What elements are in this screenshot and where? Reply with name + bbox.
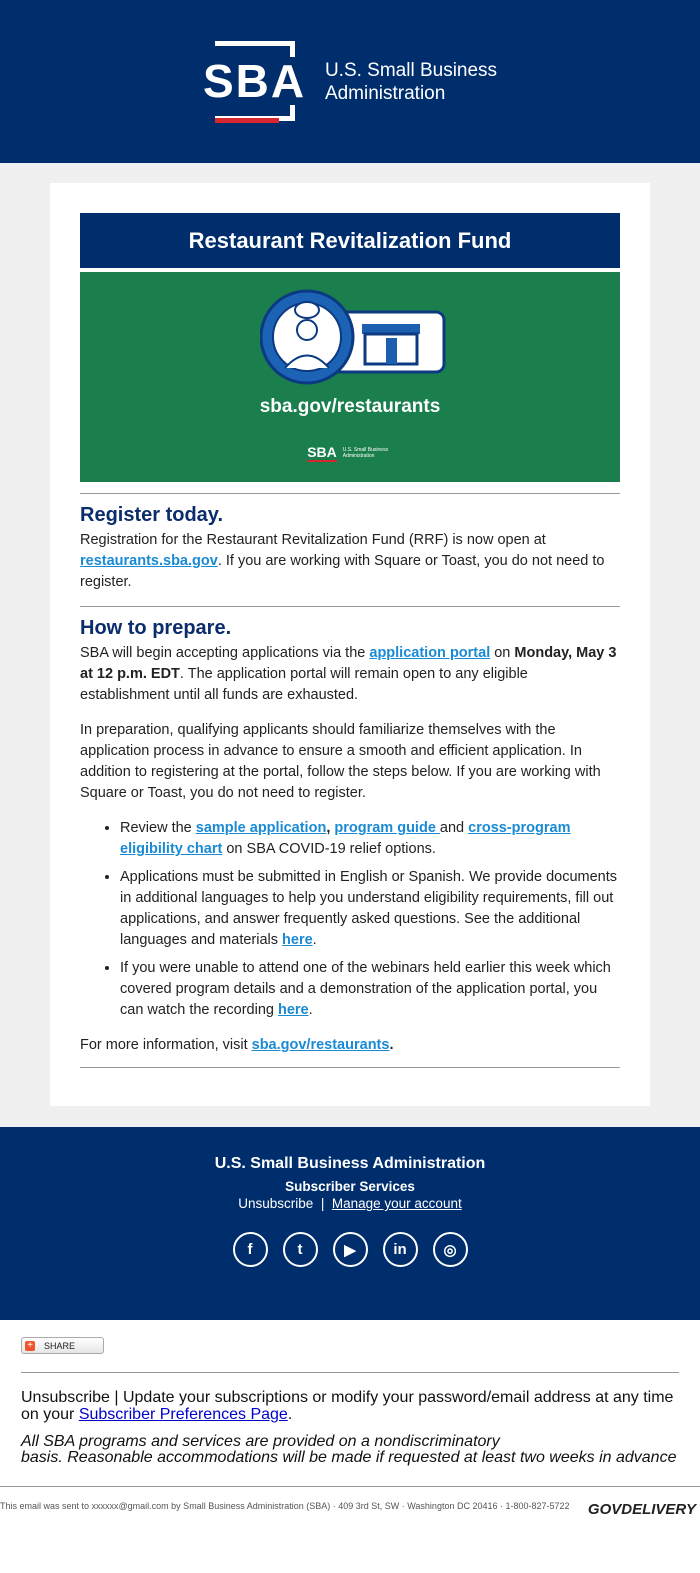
- eligibility-chart-link[interactable]: cross-program eligibility chart: [120, 820, 571, 857]
- banner-image[interactable]: [80, 272, 620, 482]
- divider: [80, 493, 620, 494]
- list-item: • Applications must be submitted in English or Spanish. We provide documents in additional languages to help you understand eligibility requirements, fill out applications, and answer frequently asked questions. See the additional languages and materials here.: [120, 867, 620, 951]
- prepare-heading: How to prepare.: [80, 617, 232, 639]
- divider: [80, 1067, 620, 1068]
- email-card: [50, 183, 650, 1106]
- more-info-text: For more information, visit sba.gov/restaurants.: [80, 1037, 394, 1053]
- register-text: Registration for the Restaurant Revitalization Fund (RRF) is now open at restaurants.sba.gov. If you are working with Square or Toast, you do not need to register.: [80, 532, 605, 590]
- banner-url: sba.gov/restaurants: [259, 396, 441, 417]
- govdelivery-footer: [0, 1320, 700, 1466]
- facebook-icon[interactable]: f: [233, 1232, 268, 1267]
- instagram-icon[interactable]: ◎: [433, 1232, 468, 1267]
- nondiscrimination-notice: All SBA programs and services are provided on a nondiscriminatory basis. Reasonable accommodations will be made if requested at least two weeks in advance: [21, 1433, 677, 1466]
- sent-to-text: This email was sent to xxxxxx@gmail.com by Small Business Administration (SBA) · 409 3rd St, SW · Washington DC 20416 · 1-800-827-5722: [0, 1501, 570, 1511]
- sba-restaurants-link[interactable]: sba.gov/restaurants: [251, 1037, 390, 1053]
- sample-application-link[interactable]: sample application: [195, 820, 327, 836]
- footer-links: Unsubscribe | Manage your account: [238, 1196, 462, 1211]
- program-guide-link[interactable]: program guide: [334, 820, 440, 836]
- list-item: • Review the sample application, program guide and cross-program eligibility chart on SBA COVID-19 relief options.: [120, 818, 620, 860]
- unsubscribe-link[interactable]: Unsubscribe: [238, 1196, 314, 1211]
- prepare-text: SBA will begin accepting applications via the application portal on Monday, May 3 at 12 p.m. EDT. The application portal will remain open to any eligible establishment until all funds are exhausted.: [80, 645, 617, 703]
- linkedin-icon[interactable]: in: [383, 1232, 418, 1267]
- languages-here-link[interactable]: here: [282, 932, 313, 948]
- steps-list: [120, 818, 620, 1021]
- youtube-icon[interactable]: ▶: [333, 1232, 368, 1267]
- org-name: U.S. Small Business Administration: [324, 59, 498, 104]
- divider: [80, 606, 620, 607]
- register-heading: Register today.: [80, 504, 223, 526]
- list-item: • If you were unable to attend one of the webinars held earlier this week which covered program details and a demonstration of the application portal, you can watch the recording here.: [120, 958, 620, 1021]
- unsubscribe-text: Unsubscribe | Update your subscriptions or modify your password/email address at any time on your Subscriber Preferences Page.: [21, 1389, 674, 1423]
- application-portal-link[interactable]: application portal: [369, 645, 491, 661]
- bottom-bar: [0, 1486, 700, 1518]
- preparation-text: In preparation, qualifying applicants should familiarize themselves with the application process in advance to ensure a smooth and efficient application. In addition to registering at the portal, follow the steps below. If you are working with Square or Toast, you do not need to register.: [80, 722, 601, 801]
- banner-sba-logo: SBA U.S. Small Business Administration: [307, 444, 389, 460]
- chef-storefront-icon: [260, 288, 450, 388]
- social-links: [0, 1232, 700, 1267]
- share-button[interactable]: + SHARE: [21, 1337, 104, 1354]
- recording-here-link[interactable]: here: [277, 1002, 309, 1018]
- twitter-icon[interactable]: t: [283, 1232, 318, 1267]
- plus-icon: +: [25, 1341, 35, 1351]
- banner-title: Restaurant Revitalization Fund: [80, 213, 620, 268]
- subscriber-services: Subscriber Services: [285, 1179, 415, 1194]
- divider: [21, 1372, 679, 1373]
- header: [0, 0, 700, 163]
- restaurants-link[interactable]: restaurants.sba.gov: [80, 553, 218, 569]
- footer-org: U.S. Small Business Administration: [214, 1155, 486, 1172]
- govdelivery-logo[interactable]: GOVDELIVERY: [587, 1501, 696, 1518]
- footer: [0, 1127, 700, 1320]
- manage-account-link[interactable]: Manage your account: [331, 1196, 462, 1211]
- sba-logo[interactable]: SBA: [203, 41, 307, 123]
- subscriber-preferences-link[interactable]: Subscriber Preferences Page: [78, 1406, 288, 1423]
- content-area: [0, 163, 700, 1127]
